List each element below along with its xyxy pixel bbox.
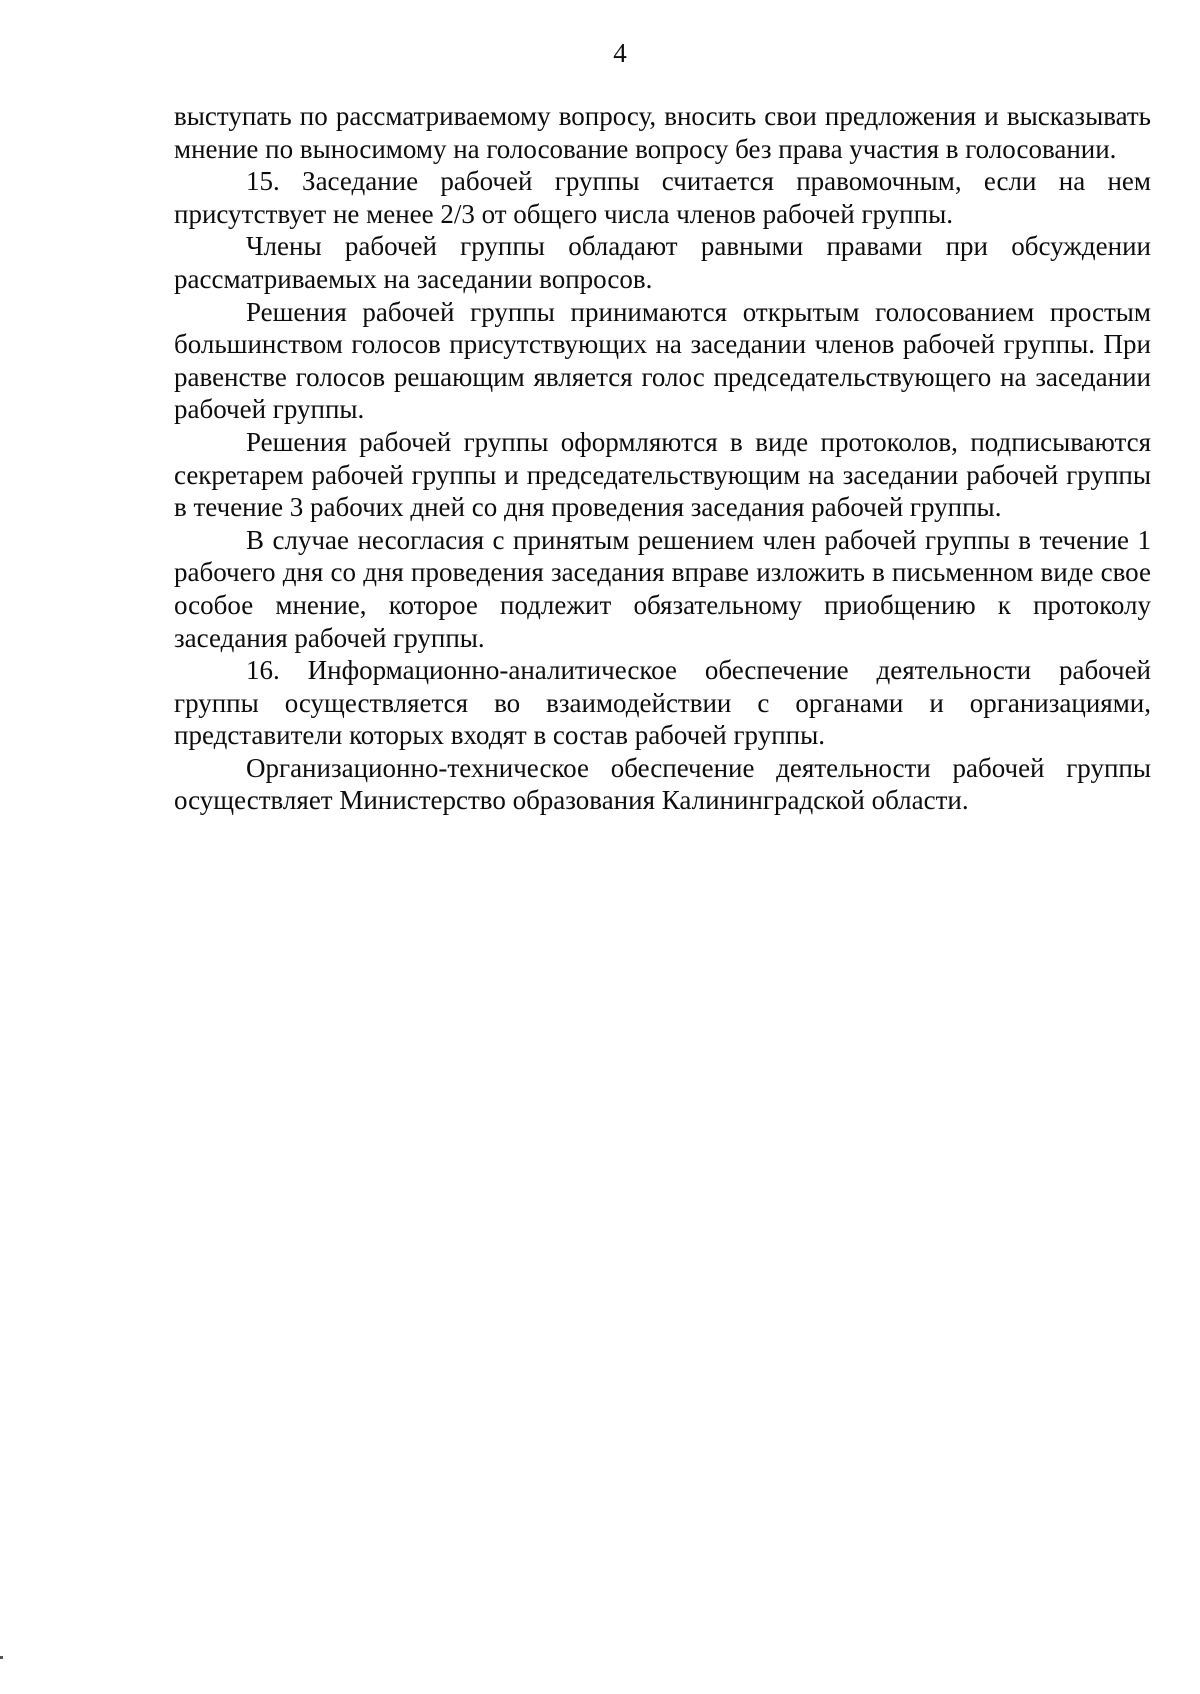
page-number: 4 [613, 38, 627, 68]
paragraph-equal-rights: Члены рабочей группы обладают равными правами при обсуждении рассматриваемых на заседании вопросов. [174, 231, 1151, 294]
paragraph-decisions-protocol: Решения рабочей группы оформляются в виде протоколов, подписываются секретарем рабочей группы и председательствующим на заседании рабочей группы в течение 3 рабочих дней со дня проведения заседания рабочей группы. [174, 426, 1151, 523]
document-body [174, 100, 1151, 817]
paragraph-continued: выступать по рассматриваемому вопросу, вносить свои предложения и высказывать мнение по выносимому на голосование вопросу без права участия в голосовании. [174, 101, 1151, 164]
scan-artifact-dot [0, 1656, 3, 1659]
paragraph-decisions-voting: Решения рабочей группы принимаются открытым голосованием простым большинством голосов присутствующих на заседании членов рабочей группы. При равенстве голосов решающим является голос председательствующего на заседании рабочей группы. [174, 296, 1151, 425]
paragraph-item-15: 15. Заседание рабочей группы считается правомочным, если на нем присутствует не менее 2/3 от общего числа членов рабочей группы. [174, 166, 1151, 229]
paragraph-item-16: 16. Информационно-аналитическое обеспечение деятельности рабочей группы осуществляется во взаимодействии с органами и организациями, представители которых входят в состав рабочей группы. [174, 655, 1151, 751]
paragraph-dissent: В случае несогласия с принятым решением член рабочей группы в течение 1 рабочего дня со дня проведения заседания вправе изложить в письменном виде свое особое мнение, которое подлежит обязательному приобщению к протоколу заседания рабочей группы. [174, 524, 1151, 653]
paragraph-org-tech: Организационно-техническое обеспечение деятельности рабочей группы осуществляет Министерство образования Калининградской области. [174, 752, 1151, 816]
